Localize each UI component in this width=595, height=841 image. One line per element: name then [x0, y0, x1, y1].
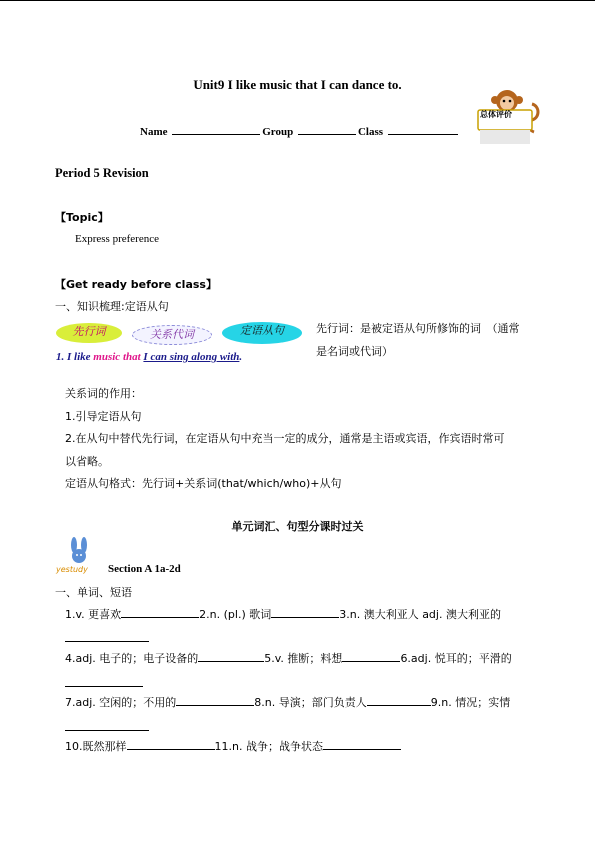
blank-4[interactable]: [198, 650, 264, 662]
bubble-relative-pronoun: 关系代词: [132, 325, 212, 345]
words-phrases-subheading: 一、单词、短语: [55, 586, 132, 599]
relative-word-title: 关系词的作用：: [65, 387, 142, 400]
vocab-1: 1.v. 更喜欢: [65, 608, 122, 621]
blank-9[interactable]: [65, 730, 149, 731]
knowledge-subheading: 一、知识梳理:定语从句: [55, 300, 169, 313]
example-antecedent: music: [93, 351, 121, 363]
vocab-10: 10.既然那样: [65, 740, 127, 753]
example-prefix: 1. I like: [56, 351, 94, 363]
vocab-6: 6.adj. 悦耳的；平滑的: [400, 652, 512, 665]
relative-word-item1: 1.引导定语从句: [65, 410, 142, 423]
vocab-7: 7.adj. 空闲的；不用的: [65, 696, 177, 709]
badge-text: 总体评价: [480, 110, 512, 119]
example-suffix: .: [239, 351, 243, 363]
example-sentence: [56, 351, 242, 363]
blank-5[interactable]: [342, 650, 400, 662]
logo-text: yestudy: [56, 565, 88, 574]
bubble-attributive-clause: 定语从句: [222, 322, 302, 344]
blank-8[interactable]: [367, 694, 431, 706]
get-ready-heading: 【Get ready before class】: [55, 278, 217, 291]
vocab-2: 2.n. (pl.) 歌词: [199, 608, 272, 621]
section-a-label: Section A 1a-2d: [108, 563, 181, 575]
example-clause: I can sing along with: [143, 351, 240, 363]
blank-3[interactable]: [65, 641, 149, 642]
blank-2[interactable]: [271, 606, 339, 618]
vocab-3: 3.n. 澳大利亚人 adj. 澳大利亚的: [339, 608, 501, 621]
blank-11[interactable]: [323, 738, 401, 750]
blank-6[interactable]: [65, 686, 143, 687]
vocab-11: 11.n. 战争；战争状态: [214, 740, 323, 753]
example-relative: that: [120, 351, 144, 363]
vocab-8: 8.n. 导演；部门负责人: [254, 696, 367, 709]
page-title: Unit9 I like music that I can dance to.: [193, 77, 402, 92]
topic-heading: 【Topic】: [55, 211, 109, 224]
vocab-row-4: [65, 738, 401, 754]
name-group-class-line: [140, 123, 460, 138]
class-field[interactable]: [388, 123, 458, 135]
bubble-antecedent: 先行词: [56, 323, 122, 343]
clause-format: 定语从句格式：先行词+关系词(that/which/who)+从句: [65, 477, 342, 490]
relative-word-item2-line2: 以省略。: [65, 455, 109, 468]
blank-7[interactable]: [176, 694, 254, 706]
name-label: Name: [140, 126, 168, 138]
vocab-5: 5.v. 推断；料想: [264, 652, 343, 665]
antecedent-note-line1: 先行词：是被定语从句所修饰的词 （通常: [316, 322, 520, 335]
name-field[interactable]: [172, 123, 260, 135]
class-label: Class: [357, 126, 384, 138]
group-field[interactable]: [298, 123, 356, 135]
antecedent-note-line2: 是名词或代词）: [316, 345, 393, 358]
blank-10[interactable]: [127, 738, 215, 750]
topic-text: Express preference: [75, 233, 159, 245]
vocab-row-2: [65, 650, 512, 666]
vocab-4: 4.adj. 电子的；电子设备的: [65, 652, 199, 665]
vocab-row-1: [65, 606, 501, 622]
blank-1[interactable]: [121, 606, 199, 618]
vocab-section-title: 单元词汇、句型分课时过关: [231, 520, 364, 533]
top-rule: [0, 0, 595, 1]
group-label: Group: [262, 126, 294, 138]
vocab-9: 9.n. 情况；实情: [430, 696, 511, 709]
period-heading: Period 5 Revision: [55, 166, 149, 180]
vocab-row-3: [65, 694, 510, 710]
rabbit-logo-icon: [60, 537, 102, 567]
relative-word-item2-line1: 2.在从句中替代先行词，在定语从句中充当一定的成分，通常是主语或宾语，作宾语时常可: [65, 432, 505, 445]
